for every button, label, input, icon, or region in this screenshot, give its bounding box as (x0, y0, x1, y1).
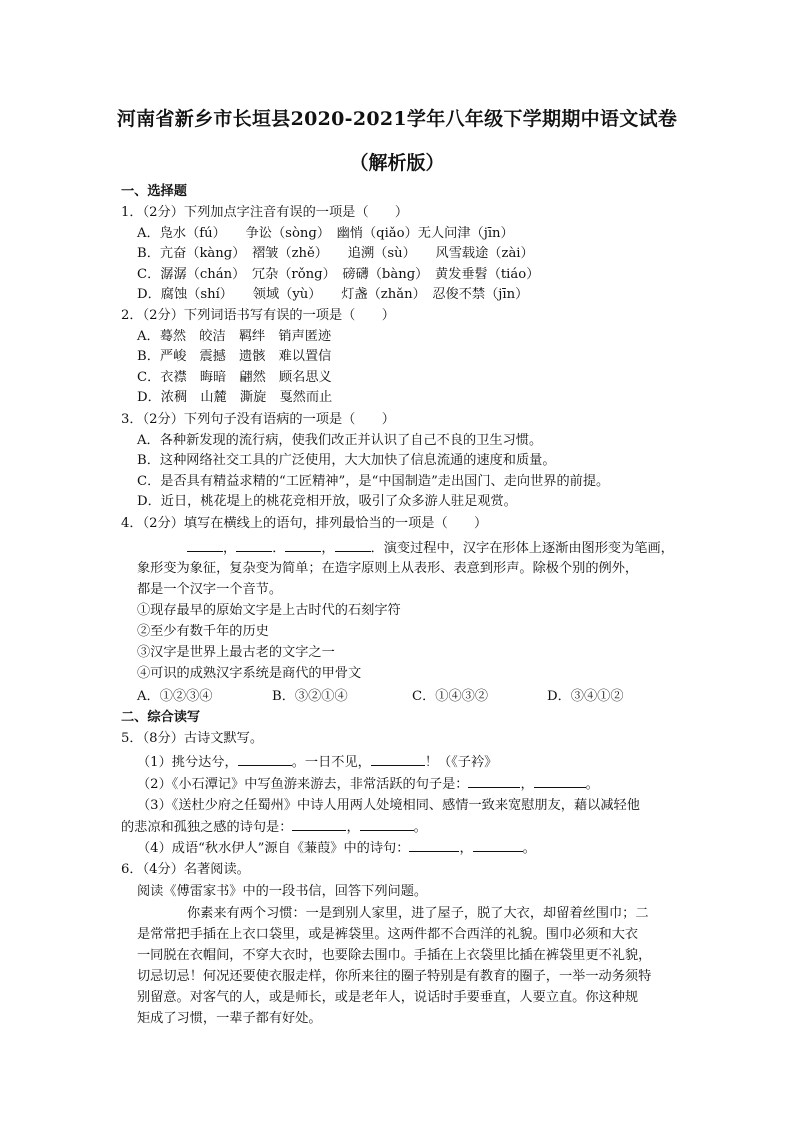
item-text: ， (520, 777, 534, 792)
letter-paragraph-line-3: 一同脱在衣帽间，不穿大衣时，也要除去围巾。手插在上衣袋里比插在裤袋里更不礼貌， (137, 948, 652, 963)
answer-blank[interactable] (360, 817, 414, 831)
answer-blank[interactable] (285, 538, 321, 552)
question-4-sentence-4: ④可识的成熟汉字系统是商代的甲骨文 (137, 666, 362, 681)
item-text: 。 (413, 820, 427, 835)
question-5-item-2 (137, 774, 599, 795)
item-text: ， (346, 820, 360, 835)
answer-blank[interactable] (473, 838, 523, 852)
item-text: 。 (585, 777, 599, 792)
item-text: 。一日不见， (291, 755, 371, 770)
question-2-option-b: B．严峻 震撼 遗骸 难以置信 (137, 349, 332, 364)
question-4-passage-line-1: ， ． ， ．演变过程中，汉字在形体上逐渐由图形变为笔画， (187, 538, 674, 559)
letter-paragraph-line-5: 别留意。对客气的人，或是师长，或是老年人，说话时手要垂直，人要立直。你这种规 (137, 990, 639, 1005)
question-4-option-a: A．①②③④ (137, 689, 213, 704)
letter-paragraph-line-6: 矩成了习惯，一辈子都有好处。 (137, 1011, 322, 1026)
section-heading-reading-writing: 二、综合读写 (121, 710, 201, 725)
question-5-item-4 (137, 838, 536, 859)
question-4-passage-line-3: 都是一个汉字一个音节。 (137, 582, 283, 597)
letter-paragraph-line-1: 你素来有两个习惯：一是到别人家里，进了屋子，脱了大衣，却留着丝围巾；二 (187, 906, 649, 921)
question-1-option-b: B．亢奋（kànɡ） 褶皱（zhě） 追溯（sù） 风雪载途（zài） (137, 246, 534, 261)
question-2-option-a: A．蓦然 皎洁 羁绊 销声匿迹 (137, 329, 332, 344)
question-5-item-3-line-1: （3）《送杜少府之任蜀州》中诗人用两人处境相同、感情一致来宽慰朋友，藉以减轻他 (137, 798, 640, 813)
question-4-sentence-2: ②至少有数千年的历史 (137, 624, 269, 639)
question-5-item-1 (137, 752, 497, 773)
exam-title: 河南省新乡市长垣县2020-2021学年八年级下学期期中语文试卷 (116, 108, 678, 130)
question-4-passage-line-2: 象形变为象征，复杂变为简单；在造字原则上从表形、表意到形声。除极个别的例外， (137, 561, 639, 576)
passage-text: ．演变过程中，汉字在形体上逐渐由图形变为笔画， (370, 541, 674, 556)
question-4-sentence-1: ①现存最早的原始文字是上古时代的石刻字符 (137, 603, 401, 618)
question-2-option-c: C．衣襟 晦暗 翩然 顾名思义 (137, 370, 332, 385)
item-text: 。 (522, 841, 536, 856)
item-text: ， (459, 841, 473, 856)
answer-blank[interactable] (409, 838, 459, 852)
item-text: （1）挑兮达兮， (137, 755, 238, 770)
question-6-intro: 阅读《傅雷家书》中的一段书信，回答下列问题。 (137, 884, 428, 899)
question-5-item-3-line-2 (121, 817, 427, 838)
question-4-stem: 4．（2分）填写在横线上的语句，排列最恰当的一项是（ ） (121, 516, 488, 531)
answer-blank[interactable] (238, 752, 292, 766)
item-text: 的悲凉和孤独之感的诗句是： (121, 820, 293, 835)
answer-blank[interactable] (468, 774, 520, 788)
answer-blank[interactable] (335, 538, 371, 552)
question-4-option-d: D．③④①② (547, 689, 624, 704)
answer-blank[interactable] (187, 538, 223, 552)
section-heading-choice: 一、选择题 (121, 184, 187, 199)
question-1-stem: 1．（2分）下列加点字注音有误的一项是（ ） (121, 205, 409, 220)
question-6-stem: 6．（4分）名著阅读。 (121, 862, 250, 877)
question-3-option-a: A．各种新发现的流行病，使我们改正并认识了自己不良的卫生习惯。 (137, 433, 543, 448)
question-3-option-b: B．这种网络社交工具的广泛使用，大大加快了信息流通的速度和质量。 (137, 453, 556, 468)
item-text: ！（《子衿》 (424, 755, 498, 770)
answer-blank[interactable] (534, 774, 586, 788)
question-2-stem: 2．（2分）下列词语书写有误的一项是（ ） (121, 308, 395, 323)
question-4-option-c: C．①④③② (412, 689, 489, 704)
question-4-option-b: B．③②①④ (272, 689, 348, 704)
question-3-option-c: C．是否具有精益求精的“工匠精神”，是“中国制造”走出国门、走向世界的前提。 (137, 474, 610, 489)
item-text: （4）成语“秋水伊人”源自《蒹葭》中的诗句： (137, 841, 410, 856)
question-4-sentence-3: ③汉字是世界上最古老的文字之一 (137, 645, 335, 660)
question-1-option-d: D．腐蚀（shí） 领域（yù） 灯盏（zhǎn） 忍俊不禁（jīn） (137, 287, 529, 302)
answer-blank[interactable] (236, 538, 272, 552)
item-text: （2）《小石潭记》中写鱼游来游去，非常活跃的句子是： (137, 777, 469, 792)
question-1-option-c: C．潺潺（chán） 冗杂（rǒnɡ） 磅礴（bànɡ） 黄发垂髫（tiáo） (137, 267, 540, 282)
answer-blank[interactable] (292, 817, 346, 831)
letter-paragraph-line-4: 切忌切忌！何况还要使衣服走样，你所来往的圈子特别是有教育的圈子，一举一动务须特 (137, 969, 652, 984)
question-5-stem: 5．（8分）古诗文默写。 (121, 731, 264, 746)
question-4-options (137, 687, 624, 707)
exam-subtitle: （解析版） (349, 152, 445, 174)
question-2-option-d: D．浓稠 山麓 澌旋 戛然而止 (137, 390, 333, 405)
answer-blank[interactable] (371, 752, 425, 766)
question-3-option-d: D．近日，桃花堤上的桃花竞相开放，吸引了众多游人驻足观赏。 (137, 494, 517, 509)
letter-paragraph-line-2: 是常常把手插在上衣口袋里，或是裤袋里。这两件都不合西洋的礼貌。围巾必须和大衣 (137, 927, 639, 942)
question-1-option-a: A．凫水（fú） 争讼（sònɡ） 幽悄（qiǎo）无人问津（jīn） (137, 226, 514, 241)
question-3-stem: 3．（2分）下列句子没有语病的一项是（ ） (121, 412, 395, 427)
